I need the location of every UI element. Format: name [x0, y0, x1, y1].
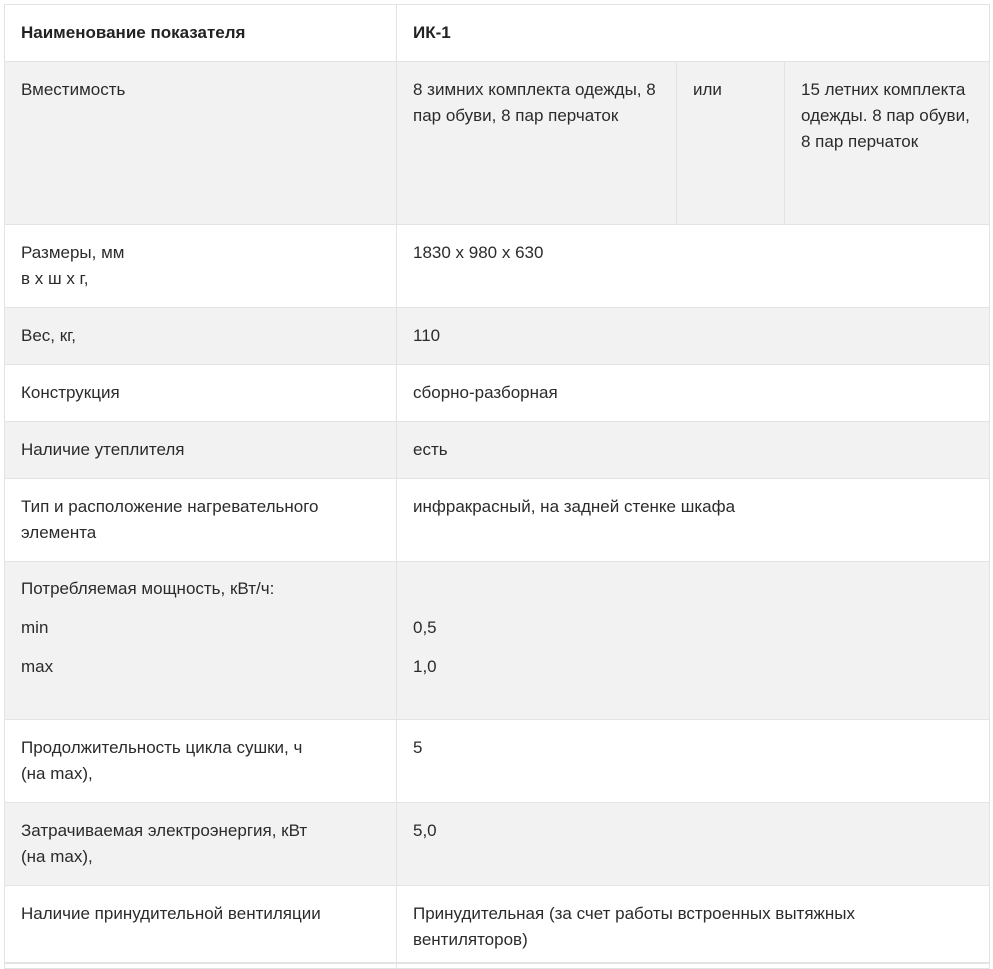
- table-row-ventilation: [5, 886, 990, 969]
- table-row-cycle: [5, 720, 990, 803]
- cycle-value: 5: [397, 720, 990, 803]
- table-row-weight: [5, 308, 990, 365]
- table-row-insulation: [5, 422, 990, 479]
- header-parameter: Наименование показателя: [5, 5, 397, 62]
- table-row-power: [5, 562, 990, 720]
- size-label-line2: в х ш х г,: [21, 269, 89, 288]
- power-spacer: [413, 576, 973, 615]
- ventilation-value: Принудительная (за счет работы встроенных вытяжных вентиляторов): [397, 886, 990, 969]
- energy-label-line2: (на max),: [21, 847, 93, 866]
- cycle-label-line2: (на max),: [21, 764, 93, 783]
- size-value: 1830 х 980 х 630: [397, 225, 990, 308]
- weight-label: Вес, кг,: [5, 308, 397, 365]
- size-label-line1: Размеры, мм: [21, 243, 125, 262]
- table-row-construction: [5, 365, 990, 422]
- insulation-value: есть: [397, 422, 990, 479]
- power-min-label: min: [21, 618, 49, 637]
- energy-label-line1: Затрачиваемая электроэнергия, кВт: [21, 821, 308, 840]
- power-label-title: Потребляемая мощность, кВт/ч:: [21, 579, 275, 598]
- ventilation-label: Наличие принудительной вентиляции: [5, 886, 397, 969]
- capacity-winter: 8 зимних комплекта одежды, 8 пар обуви, 8 пар перчаток: [397, 62, 677, 225]
- construction-label: Конструкция: [5, 365, 397, 422]
- table-row-energy: [5, 803, 990, 886]
- heater-value: инфракрасный, на задней стенке шкафа: [397, 479, 990, 562]
- capacity-label: Вместимость: [5, 62, 397, 225]
- power-max-label: max: [21, 657, 54, 676]
- construction-value: сборно-разборная: [397, 365, 990, 422]
- weight-value: 110: [397, 308, 990, 365]
- table-row-heater: [5, 479, 990, 562]
- cycle-label-line1: Продолжительность цикла сушки, ч: [21, 738, 303, 757]
- capacity-or: или: [677, 62, 785, 225]
- heater-label: Тип и расположение нагревательного элемента: [5, 479, 397, 562]
- table-header-row: [5, 5, 990, 62]
- table-row-capacity: [5, 62, 990, 225]
- table-row-size: [5, 225, 990, 308]
- power-max-value: 1,0: [413, 657, 437, 676]
- power-values: [397, 562, 990, 720]
- insulation-label: Наличие утеплителя: [5, 422, 397, 479]
- energy-value: 5,0: [397, 803, 990, 886]
- specs-table: [4, 4, 990, 969]
- capacity-summer: 15 летних комплекта одежды. 8 пар обуви, 8 пар перчаток: [785, 62, 990, 225]
- power-label: [5, 562, 397, 720]
- size-label: [5, 225, 397, 308]
- energy-label: [5, 803, 397, 886]
- power-min-value: 0,5: [413, 618, 437, 637]
- header-model: ИК-1: [397, 5, 990, 62]
- cycle-label: [5, 720, 397, 803]
